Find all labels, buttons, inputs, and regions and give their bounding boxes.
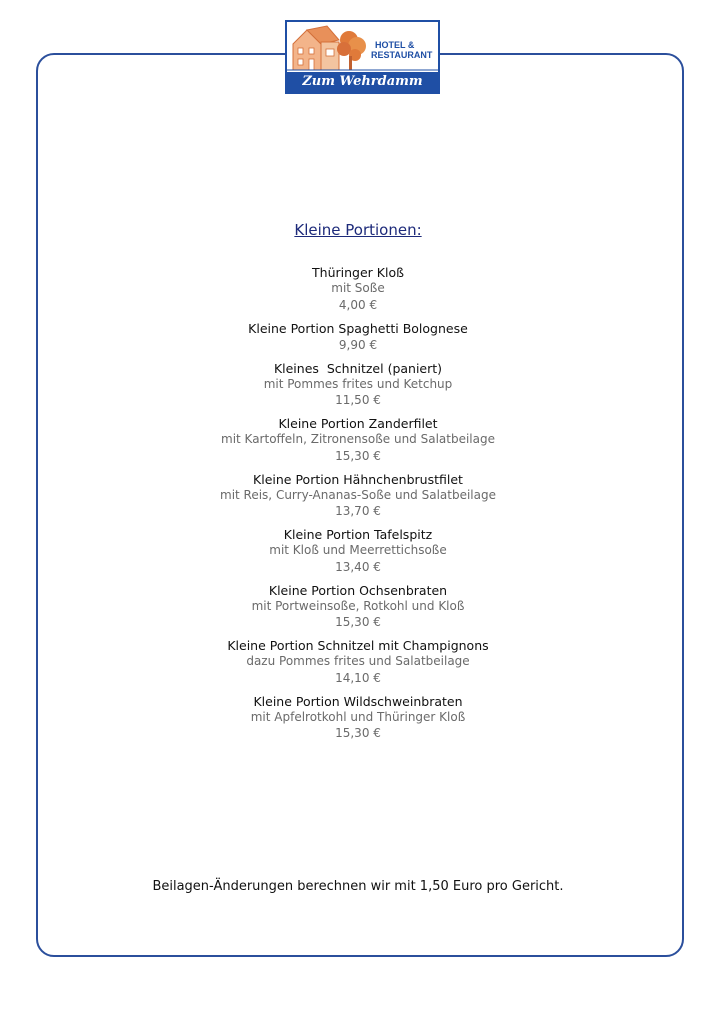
dish-price: 4,00 € — [338, 297, 378, 312]
dish-description: mit Kloß und Meerrettichsoße — [269, 543, 447, 557]
dish-price: 13,40 € — [335, 559, 381, 574]
restaurant-logo — [285, 20, 440, 94]
dish-description: dazu Pommes frites und Salatbeilage — [246, 654, 470, 668]
dish-description: mit Reis, Curry-Ananas-Soße und Salatbeilage — [220, 487, 496, 502]
dish-name: Kleine Portion Ochsenbraten — [268, 582, 448, 598]
dish-description: mit Kartoffeln, Zitronensoße und Salatbeilage — [221, 432, 495, 446]
menu-item — [0, 582, 716, 632]
dish-description: mit Pommes frites und Ketchup — [263, 376, 453, 391]
menu-list — [0, 264, 716, 748]
dish-description: mit Soße — [331, 281, 385, 295]
dish-price: 15,30 € — [335, 726, 381, 740]
menu-item — [0, 360, 716, 410]
dish-name: Kleine Portion Schnitzel mit Champignons — [227, 638, 489, 653]
dish-price: 15,30 € — [335, 448, 381, 463]
menu-item — [0, 471, 716, 521]
menu-item — [0, 637, 716, 687]
logo-name-band: Zum Wehrdamm — [287, 72, 438, 92]
dish-price: 14,10 € — [335, 670, 381, 685]
dish-price: 15,30 € — [335, 615, 381, 629]
dish-description: mit Apfelrotkohl und Thüringer Kloß — [250, 709, 466, 724]
section-heading: Kleine Portionen: — [294, 221, 422, 239]
dish-name: Kleine Portion Hähnchenbrustfilet — [253, 471, 463, 487]
dish-name: Kleine Portion Tafelspitz — [283, 527, 433, 542]
dish-price: 13,70 € — [335, 504, 381, 518]
dish-name: Kleine Portion Zanderfilet — [278, 416, 438, 431]
dish-name: Kleine Portion Spaghetti Bolognese — [248, 320, 468, 336]
house-and-tree-icon — [287, 22, 438, 72]
logo-restaurant-text: RESTAURANT — [371, 50, 433, 60]
dish-description: mit Portweinsoße, Rotkohl und Kloß — [251, 598, 465, 613]
dish-price: 9,90 € — [338, 337, 378, 352]
dish-price: 11,50 € — [335, 393, 381, 407]
dish-name: Kleines Schnitzel (paniert) — [273, 360, 443, 376]
menu-item — [0, 320, 716, 354]
menu-item — [0, 693, 716, 743]
menu-item — [0, 526, 716, 576]
dish-name: Thüringer Kloß — [312, 265, 404, 280]
menu-item — [0, 264, 716, 314]
side-dish-change-note: Beilagen-Änderungen berechnen wir mit 1,50 Euro pro Gericht. — [152, 879, 564, 894]
dish-name: Kleine Portion Wildschweinbraten — [253, 693, 463, 709]
logo-hotel-text: HOTEL & — [375, 40, 415, 50]
menu-item — [0, 415, 716, 465]
